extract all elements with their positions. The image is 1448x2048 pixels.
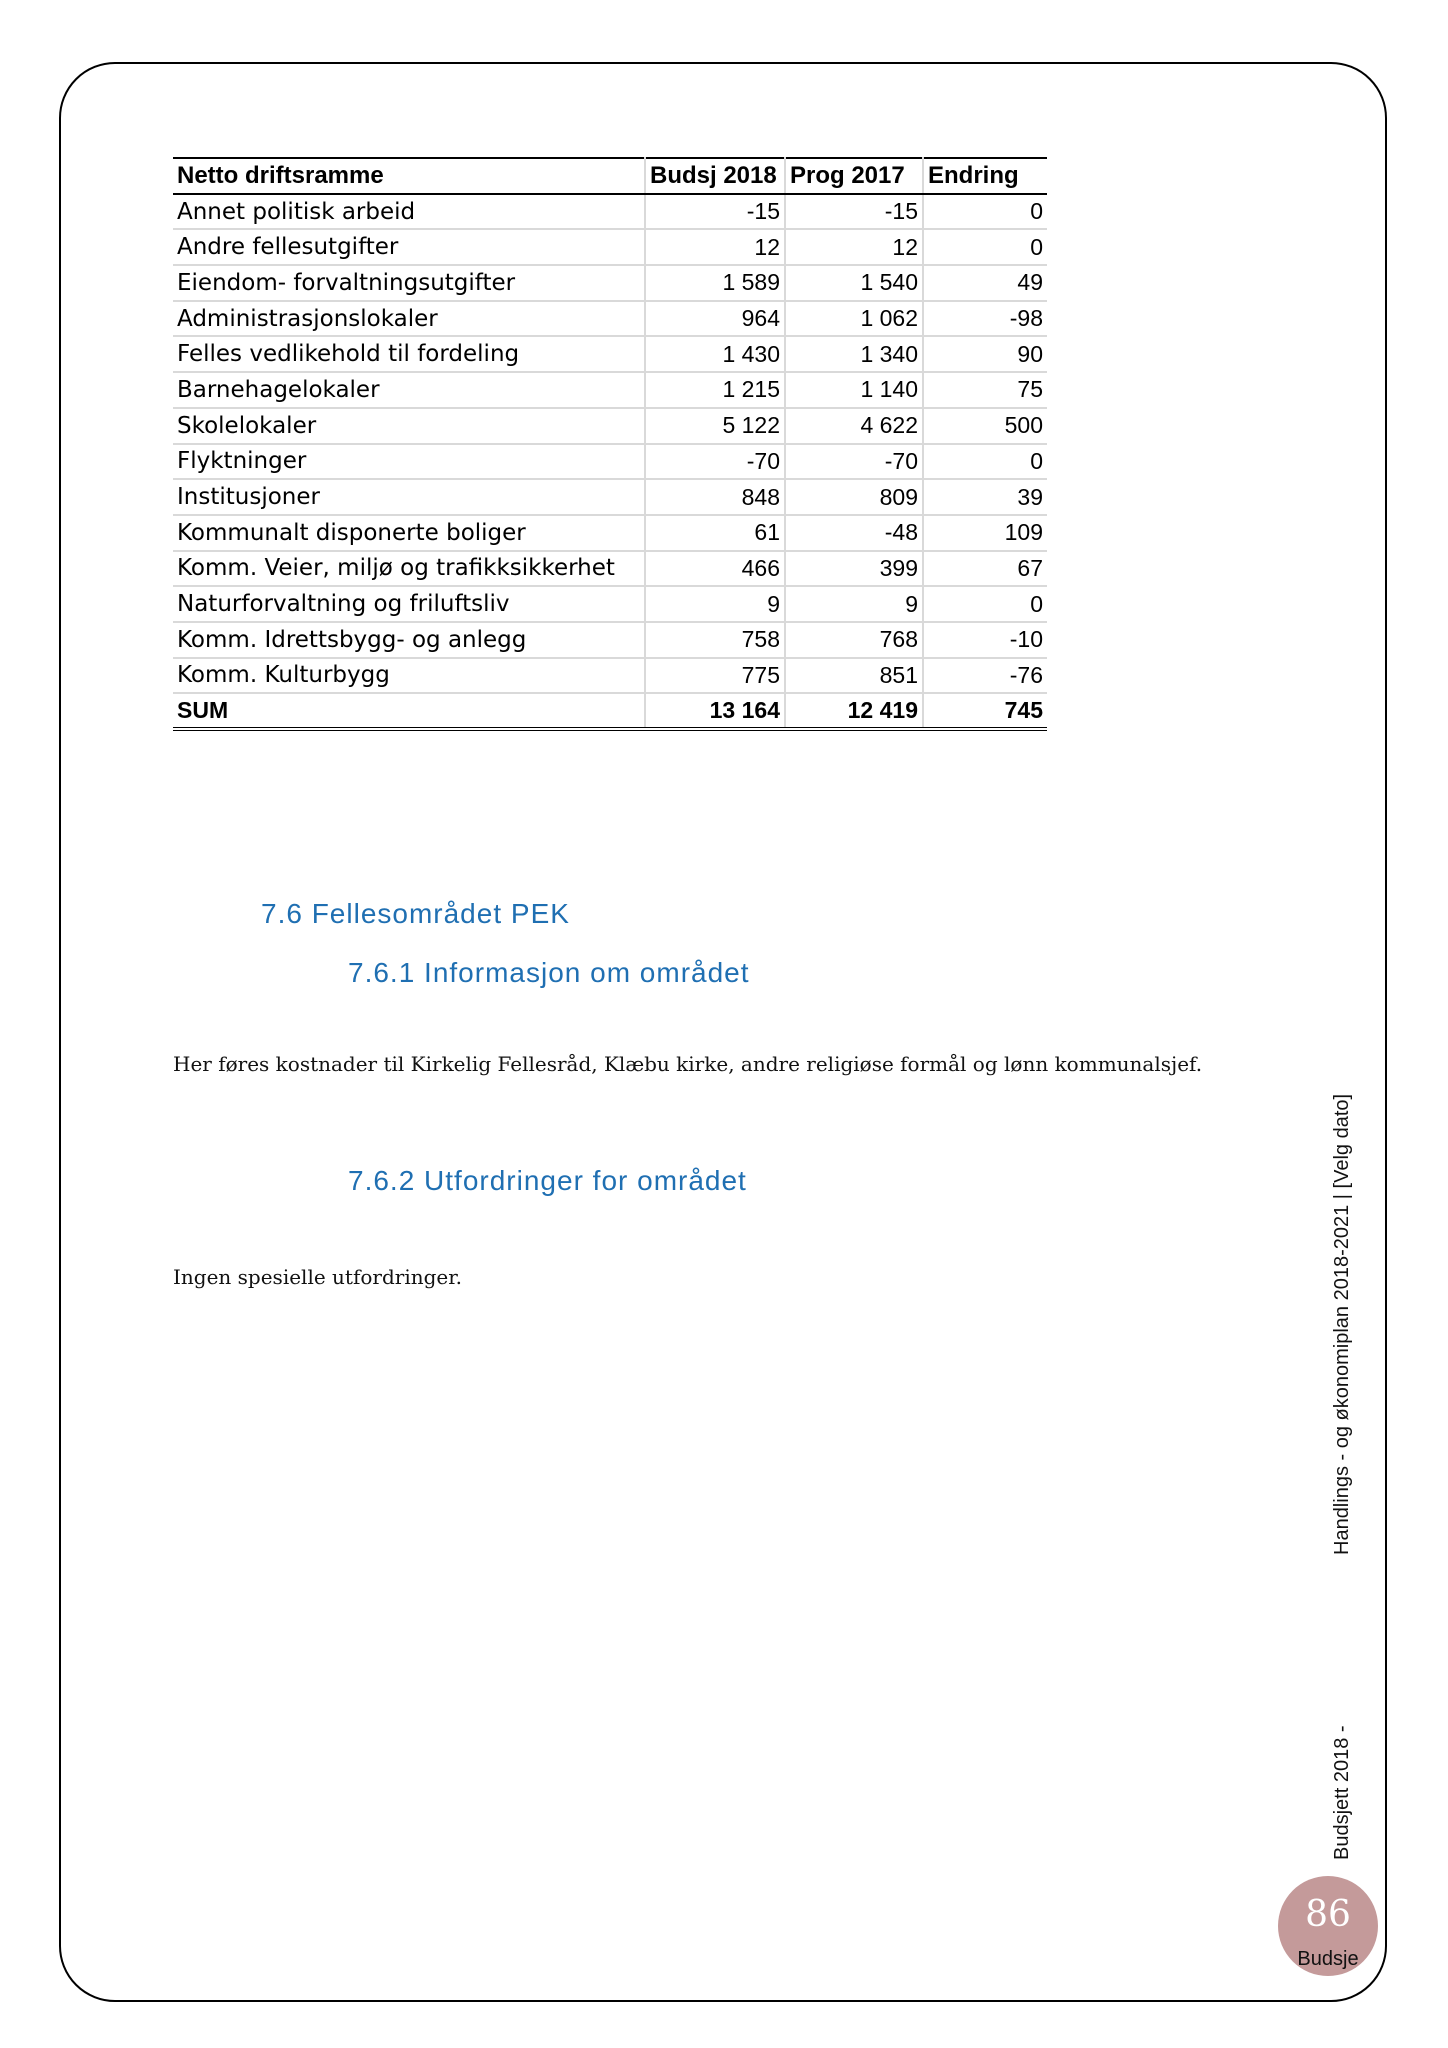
cell-prog-2017: -70: [785, 444, 923, 480]
cell-endring: 0: [923, 444, 1047, 480]
table-row: [173, 372, 1047, 408]
table-row: [173, 479, 1047, 515]
cell-endring: 109: [923, 515, 1047, 551]
total-budsj-2018: 13 164: [645, 693, 785, 729]
subsection-heading-info: 7.6.1 Informasjon om området: [348, 957, 750, 988]
table-row: [173, 336, 1047, 372]
column-header: Budsj 2018: [645, 158, 785, 194]
page-number: 86: [1305, 1894, 1351, 1935]
cell-endring: 500: [923, 408, 1047, 444]
row-label: Eiendom- forvaltningsutgifter: [173, 265, 645, 301]
cell-budsj-2018: 9: [645, 586, 785, 622]
cell-budsj-2018: 5 122: [645, 408, 785, 444]
cell-prog-2017: 4 622: [785, 408, 923, 444]
cell-budsj-2018: 964: [645, 301, 785, 337]
budget-table: [173, 157, 1047, 731]
cell-endring: -76: [923, 658, 1047, 694]
subsection-heading-challenges: 7.6.2 Utfordringer for området: [348, 1165, 747, 1196]
cell-budsj-2018: -70: [645, 444, 785, 480]
table-total-row: [173, 693, 1047, 729]
table-row: [173, 622, 1047, 658]
row-label: Kommunalt disponerte boliger: [173, 515, 645, 551]
cell-endring: 90: [923, 336, 1047, 372]
cell-budsj-2018: 848: [645, 479, 785, 515]
column-header: Endring: [923, 158, 1047, 194]
page-number-badge: [1278, 1876, 1378, 1976]
row-label: Administrasjonslokaler: [173, 301, 645, 337]
table-row: [173, 515, 1047, 551]
column-header: Netto driftsramme: [173, 158, 645, 194]
row-label: Komm. Kulturbygg: [173, 658, 645, 694]
row-label: Skolelokaler: [173, 408, 645, 444]
cell-endring: -98: [923, 301, 1047, 337]
cell-endring: 67: [923, 551, 1047, 587]
table-row: [173, 658, 1047, 694]
row-label: Komm. Idrettsbygg- og anlegg: [173, 622, 645, 658]
cell-endring: 0: [923, 194, 1047, 230]
cell-endring: 39: [923, 479, 1047, 515]
cell-budsj-2018: 1 430: [645, 336, 785, 372]
row-label: Institusjoner: [173, 479, 645, 515]
cell-budsj-2018: 466: [645, 551, 785, 587]
cell-prog-2017: 9: [785, 586, 923, 622]
cell-prog-2017: 399: [785, 551, 923, 587]
cell-prog-2017: 1 340: [785, 336, 923, 372]
cell-endring: 0: [923, 229, 1047, 265]
cell-budsj-2018: 758: [645, 622, 785, 658]
cell-prog-2017: -15: [785, 194, 923, 230]
row-label: Andre fellesutgifter: [173, 229, 645, 265]
table-row: [173, 444, 1047, 480]
table-row: [173, 408, 1047, 444]
cell-prog-2017: 851: [785, 658, 923, 694]
cell-budsj-2018: -15: [645, 194, 785, 230]
cell-prog-2017: 12: [785, 229, 923, 265]
cell-endring: -10: [923, 622, 1047, 658]
table-row: [173, 194, 1047, 230]
cell-prog-2017: 1 140: [785, 372, 923, 408]
table-row: [173, 229, 1047, 265]
cell-budsj-2018: 1 215: [645, 372, 785, 408]
table-row: [173, 301, 1047, 337]
sidebar-document-title: Handlings - og økonomiplan 2018-2021 | [Velg dato]: [1331, 1093, 1353, 1555]
cell-budsj-2018: 61: [645, 515, 785, 551]
cell-endring: 0: [923, 586, 1047, 622]
total-prog-2017: 12 419: [785, 693, 923, 729]
cell-prog-2017: -48: [785, 515, 923, 551]
cell-endring: 75: [923, 372, 1047, 408]
row-label: Felles vedlikehold til fordeling: [173, 336, 645, 372]
row-label: Barnehagelokaler: [173, 372, 645, 408]
cell-budsj-2018: 1 589: [645, 265, 785, 301]
cell-endring: 49: [923, 265, 1047, 301]
table-row: [173, 586, 1047, 622]
row-label: Komm. Veier, miljø og trafikksikkerhet: [173, 551, 645, 587]
table-header-row: [173, 158, 1047, 194]
page-label: Budsje: [1297, 1948, 1359, 1970]
row-label: Flyktninger: [173, 444, 645, 480]
row-label: Naturforvaltning og friluftsliv: [173, 586, 645, 622]
column-header: Prog 2017: [785, 158, 923, 194]
total-endring: 745: [923, 693, 1047, 729]
cell-prog-2017: 1 062: [785, 301, 923, 337]
row-label: Annet politisk arbeid: [173, 194, 645, 230]
cell-prog-2017: 809: [785, 479, 923, 515]
section-heading: 7.6 Fellesområdet PEK: [261, 898, 570, 929]
table-row: [173, 265, 1047, 301]
cell-prog-2017: 1 540: [785, 265, 923, 301]
table-row: [173, 551, 1047, 587]
sidebar-budget-label: Budsjett 2018 -: [1331, 1725, 1353, 1860]
info-paragraph: Her føres kostnader til Kirkelig Fellesråd, Klæbu kirke, andre religiøse formål og lønn kommunalsjef.: [173, 1052, 1203, 1076]
challenges-paragraph: Ingen spesielle utfordringer.: [173, 1265, 462, 1289]
total-label: SUM: [173, 693, 645, 729]
cell-budsj-2018: 12: [645, 229, 785, 265]
cell-budsj-2018: 775: [645, 658, 785, 694]
cell-prog-2017: 768: [785, 622, 923, 658]
